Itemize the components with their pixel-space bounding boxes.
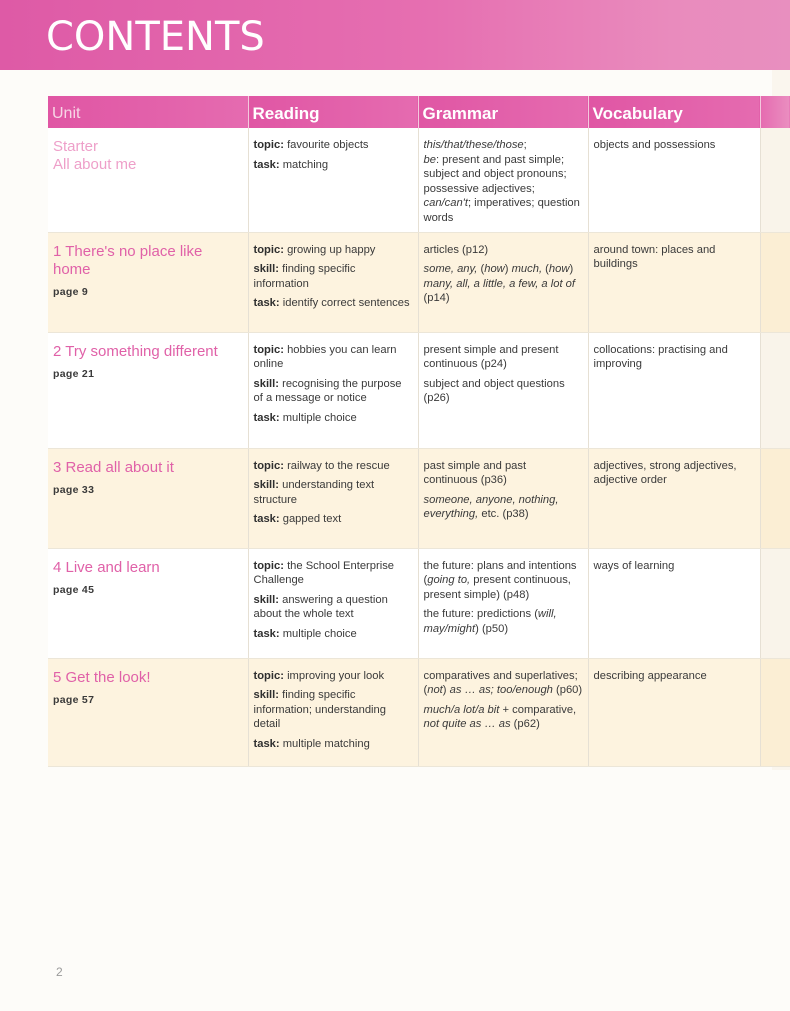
vocabulary-cell (588, 658, 760, 766)
column-header-vocabulary: Vocabulary (588, 96, 760, 128)
reading-text: multiple choice (282, 411, 357, 424)
grammar-segment: how (548, 263, 570, 276)
grammar-item (424, 669, 583, 698)
unit-title[interactable]: 2 Try something different (53, 342, 218, 360)
reading-text: answering a question about the whole text (253, 593, 388, 621)
table-body (48, 128, 790, 766)
grammar-segment: present continuous, present simple) (p48) (423, 574, 571, 601)
vocabulary-cell (588, 548, 760, 658)
grammar-item (424, 196, 583, 225)
page-number: 2 (56, 965, 63, 979)
unit-page-ref: page 9 (53, 285, 89, 298)
grammar-item (424, 559, 583, 603)
grammar-item (424, 153, 583, 197)
reading-text: matching (282, 158, 329, 171)
table-row (48, 128, 790, 232)
grammar-segment: this/that/these/those (423, 139, 524, 151)
grammar-segment: subject and object questions (p26) (423, 377, 565, 405)
reading-label: skill: (253, 593, 279, 606)
reading-item (254, 627, 413, 642)
grammar-item (424, 493, 583, 522)
reading-text: multiple choice (282, 627, 357, 640)
vocabulary-cell (588, 232, 760, 332)
unit-cell (48, 448, 248, 548)
grammar-segment: present simple and present continuous (p24) (423, 343, 559, 371)
grammar-segment: + comparative, (499, 703, 577, 716)
table-header-row (48, 96, 790, 128)
grammar-item (424, 703, 583, 732)
reading-item (254, 411, 413, 426)
unit-page-ref: page 57 (53, 693, 95, 706)
grammar-segment: will, may/might (423, 608, 557, 635)
grammar-segment: ( (477, 263, 485, 276)
reading-label: task: (253, 158, 280, 171)
reading-item (254, 737, 413, 752)
unit-page-ref: page 45 (53, 583, 95, 596)
reading-item (254, 669, 413, 684)
grammar-segment: ; imperatives; question words (423, 197, 580, 224)
reading-label: topic: (253, 669, 284, 682)
reading-label: skill: (253, 377, 279, 390)
grammar-segment: ) (p50) (475, 622, 509, 635)
reading-text: recognising the purpose of a message or notice (253, 377, 402, 405)
grammar-segment: much, (511, 263, 543, 276)
grammar-segment: comparatives and superlatives; ( (423, 669, 578, 697)
reading-item (254, 138, 413, 153)
grammar-segment: how (484, 263, 505, 276)
reading-label: skill: (253, 263, 279, 276)
table-row (48, 658, 790, 766)
unit-cell (48, 232, 248, 332)
unit-cell (48, 548, 248, 658)
unit-title[interactable]: 4 Live and learn (53, 558, 160, 576)
grammar-segment: not quite as … as (423, 718, 511, 731)
reading-item (254, 262, 413, 291)
reading-text: multiple matching (282, 737, 370, 750)
reading-item (254, 559, 413, 588)
reading-cell (248, 332, 418, 448)
reading-text: railway to the rescue (287, 459, 390, 472)
unit-title[interactable]: 1 There's no place like home (53, 242, 203, 278)
table-row (48, 232, 790, 332)
reading-text: improving your look (287, 669, 385, 682)
unit-page-ref: page 33 (53, 483, 95, 496)
reading-item (254, 593, 413, 622)
grammar-item (424, 138, 583, 153)
reading-text: understanding text structure (253, 479, 375, 506)
grammar-segment: (p60) (552, 684, 583, 697)
reading-cell (248, 658, 418, 766)
grammar-segment: past simple and past continuous (p36) (423, 459, 527, 487)
reading-label: topic: (253, 559, 284, 572)
vocabulary-cell (588, 128, 760, 232)
extra-cell (760, 232, 790, 332)
reading-label: task: (253, 513, 280, 526)
table-row (48, 548, 790, 658)
grammar-segment: much/a lot/a bit (423, 703, 500, 716)
grammar-segment: ) (504, 263, 512, 276)
reading-item (254, 512, 413, 527)
grammar-item (424, 243, 583, 258)
grammar-segment: (p14) (423, 292, 450, 305)
reading-text: favourite objects (287, 139, 369, 151)
reading-item (254, 158, 413, 173)
vocabulary-cell (588, 448, 760, 548)
extra-cell (760, 548, 790, 658)
reading-text: finding specific information; understanding detail (253, 689, 386, 731)
column-header-grammar: Grammar (418, 96, 588, 128)
unit-title[interactable]: 3 Read all about it (53, 458, 174, 476)
contents-table (48, 96, 790, 767)
grammar-segment: can/can't (423, 197, 468, 210)
extra-cell (760, 658, 790, 766)
grammar-cell (418, 128, 588, 232)
unit-cell (48, 658, 248, 766)
column-header-unit: Unit (48, 96, 248, 128)
reading-text: finding specific information (253, 263, 356, 290)
page-title: CONTENTS (46, 14, 265, 60)
extra-cell (760, 332, 790, 448)
grammar-item (424, 343, 583, 372)
grammar-segment: etc. (p38) (478, 508, 529, 521)
reading-label: task: (253, 627, 280, 640)
reading-text: the School Enterprise Challenge (253, 559, 395, 587)
grammar-item (424, 377, 583, 406)
grammar-segment: as … as; too/enough (449, 684, 553, 697)
table-row (48, 448, 790, 548)
grammar-cell (418, 232, 588, 332)
reading-cell (248, 548, 418, 658)
column-header-extra (760, 96, 790, 128)
unit-page-ref: page 21 (53, 367, 95, 380)
grammar-cell (418, 658, 588, 766)
reading-text: identify correct sentences (282, 297, 410, 310)
grammar-segment: ) (569, 263, 574, 276)
grammar-segment: the future: plans and intentions ( (423, 559, 577, 587)
grammar-item (424, 607, 583, 636)
reading-label: task: (253, 297, 280, 310)
grammar-segment: : present and past simple; subject and object pronouns; possessive adjectives; (423, 153, 567, 195)
unit-title[interactable]: Starter All about me (53, 138, 137, 173)
grammar-segment: not (427, 684, 443, 697)
reading-label: topic: (253, 459, 284, 472)
reading-item (254, 478, 413, 507)
grammar-segment: some, any, (423, 263, 478, 276)
reading-item (254, 459, 413, 474)
grammar-segment: ( (542, 263, 549, 276)
extra-cell (760, 128, 790, 232)
reading-cell (248, 448, 418, 548)
reading-label: topic: (253, 139, 284, 151)
reading-item (254, 243, 413, 258)
vocabulary-text: collocations: practising and improving (593, 343, 728, 371)
unit-cell (48, 332, 248, 448)
grammar-item (424, 262, 583, 306)
reading-cell (248, 128, 418, 232)
vocabulary-cell (588, 332, 760, 448)
reading-item (254, 343, 413, 372)
reading-cell (248, 232, 418, 332)
table-row (48, 332, 790, 448)
grammar-cell (418, 548, 588, 658)
grammar-cell (418, 448, 588, 548)
reading-text: growing up happy (287, 243, 376, 256)
reading-label: topic: (253, 243, 284, 256)
vocabulary-text: ways of learning (593, 559, 675, 572)
reading-label: task: (253, 411, 280, 424)
unit-cell (48, 128, 248, 232)
grammar-segment: (p62) (510, 718, 540, 731)
grammar-segment: ; (523, 139, 527, 151)
reading-label: topic: (253, 343, 284, 356)
grammar-segment: the future: predictions ( (423, 608, 538, 621)
reading-label: skill: (253, 479, 279, 492)
grammar-segment: articles (p12) (423, 243, 489, 256)
reading-item (254, 688, 413, 732)
grammar-segment: going to, (427, 574, 471, 587)
vocabulary-text: describing appearance (593, 669, 707, 682)
vocabulary-text: around town: places and buildings (593, 243, 716, 271)
grammar-segment: ) (442, 684, 450, 697)
grammar-item (424, 459, 583, 488)
grammar-segment: be (423, 153, 436, 166)
vocabulary-text: adjectives, strong adjectives, adjective order (593, 459, 737, 487)
grammar-segment: many, all, a little, a few, a lot of (423, 277, 576, 290)
reading-label: skill: (253, 689, 279, 702)
reading-label: task: (253, 737, 280, 750)
reading-text: hobbies you can learn online (253, 343, 397, 371)
vocabulary-text: objects and possessions (593, 139, 716, 151)
unit-title[interactable]: 5 Get the look! (53, 668, 151, 686)
grammar-cell (418, 332, 588, 448)
reading-item (254, 377, 413, 406)
extra-cell (760, 448, 790, 548)
grammar-segment: someone, anyone, nothing, everything, (423, 493, 559, 521)
reading-text: gapped text (282, 513, 342, 526)
column-header-reading: Reading (248, 96, 418, 128)
reading-item (254, 296, 413, 311)
